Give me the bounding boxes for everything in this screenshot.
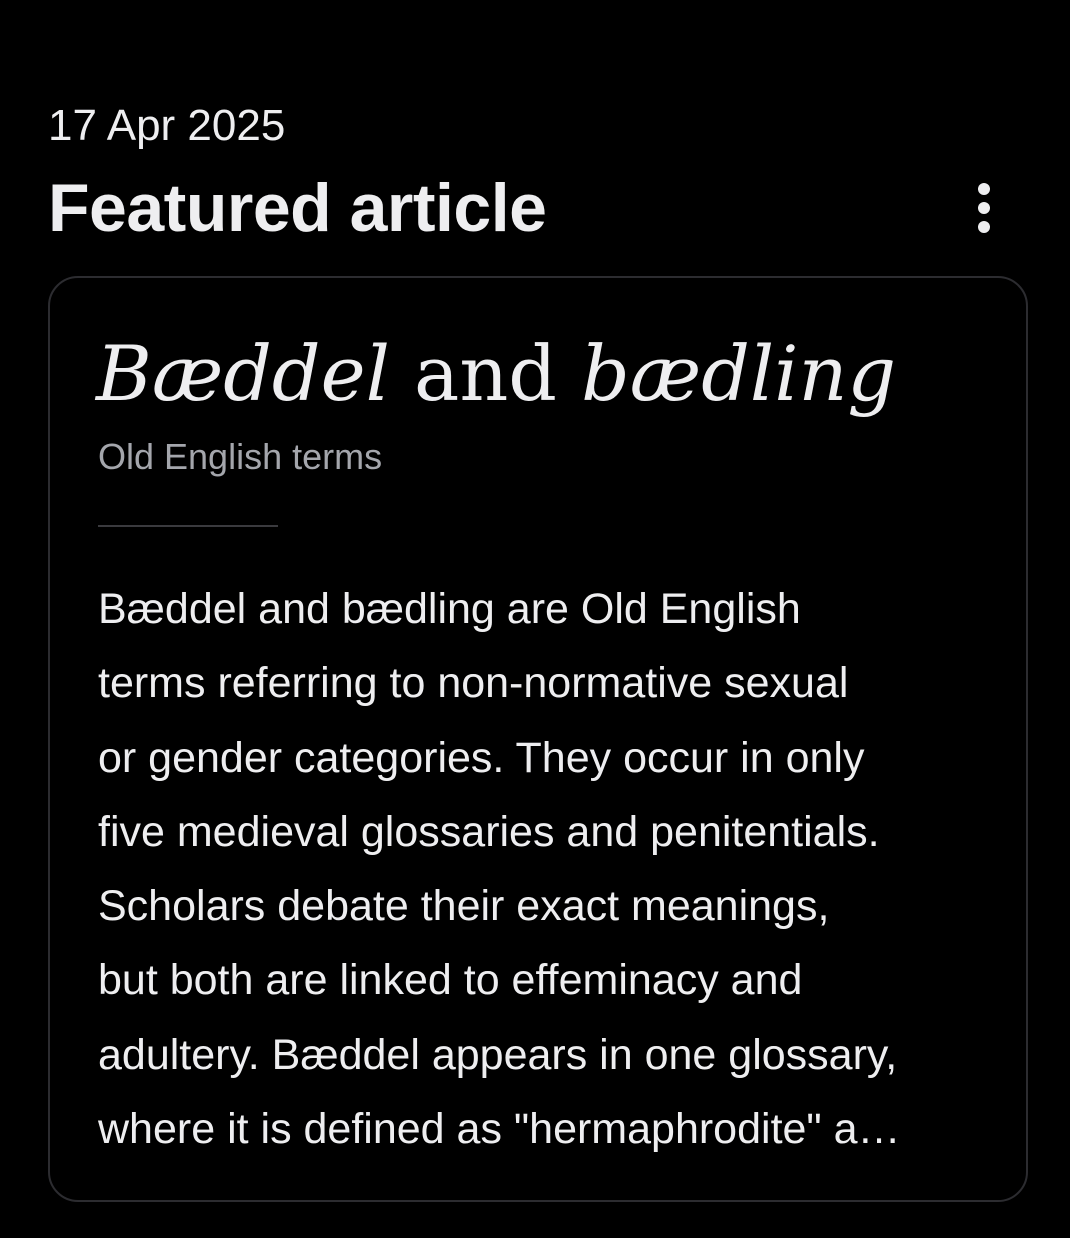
extract-line: or gender categories. They occur in only xyxy=(98,733,865,782)
extract-line: but both are linked to effeminacy and xyxy=(98,956,803,1005)
extract-line: Bæddel and bædling are Old English xyxy=(98,585,801,633)
extract-line: five medieval glossaries and penitentials. xyxy=(98,807,880,856)
article-title xyxy=(96,324,896,424)
extract-line: Scholars debate their exact meanings, xyxy=(98,882,830,931)
article-extract xyxy=(98,572,998,1166)
article-title-term-1: Bæddel xyxy=(96,329,390,418)
more-vertical-icon[interactable] xyxy=(964,178,1004,238)
extract-line: terms referring to non-normative sexual xyxy=(98,659,849,708)
article-title-term-2: bædling xyxy=(581,329,897,418)
menu-dot xyxy=(978,221,990,233)
menu-dot xyxy=(978,202,990,214)
featured-article-card[interactable] xyxy=(48,276,1028,1202)
feed-date: 17 Apr 2025 xyxy=(48,101,286,150)
extract-line: where it is defined as "hermaphrodite" a… xyxy=(98,1105,901,1154)
menu-dot xyxy=(978,183,990,195)
section-title: Featured article xyxy=(48,170,547,246)
section-header xyxy=(48,170,1022,246)
article-description: Old English terms xyxy=(98,436,383,477)
extract-line: adultery. Bæddel appears in one glossary, xyxy=(98,1030,898,1079)
article-title-conjunction: and xyxy=(389,329,582,418)
divider xyxy=(98,525,278,527)
